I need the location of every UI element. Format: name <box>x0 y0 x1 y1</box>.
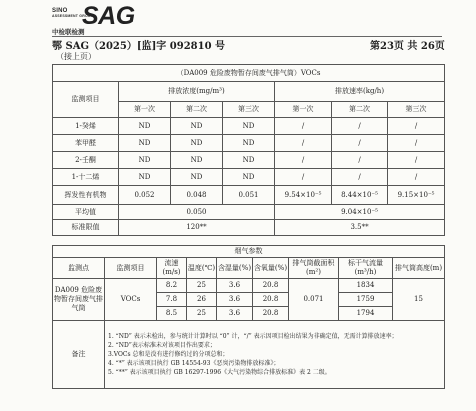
cell: ND <box>119 135 171 152</box>
cell: 1794 <box>339 307 393 321</box>
cell: / <box>275 118 332 135</box>
cell: 8.2 <box>157 279 187 293</box>
cell: / <box>388 152 445 169</box>
table-row <box>53 135 445 152</box>
cell: ND <box>171 169 223 186</box>
cell: / <box>332 118 388 135</box>
subheader: 第一次 <box>275 102 332 118</box>
cell: / <box>388 118 445 135</box>
table-row <box>53 118 445 135</box>
header-rate: 排放速率(kg/h) <box>275 82 445 102</box>
page-number: 第23页 共 26页 <box>370 41 445 52</box>
cell: ND <box>223 135 275 152</box>
header-oxygen: 含氧量(%) <box>253 258 289 279</box>
cell: 8.44×10⁻⁵ <box>332 186 388 205</box>
cell: 25 <box>187 279 217 293</box>
limit-rate: 3.5** <box>275 220 445 236</box>
limit-concentration: 120** <box>119 220 275 236</box>
cell: 9.15×10⁻⁵ <box>388 186 445 205</box>
note-line: 4. “*” 表示该项目执行 GB 14554-93《恶臭污染物排放标准》； <box>108 360 280 367</box>
cell: / <box>388 135 445 152</box>
cell: 8.5 <box>157 307 187 321</box>
cell: / <box>275 152 332 169</box>
cell: 25 <box>187 307 217 321</box>
logo-tagline: SINO ASSESSMENT GROUP <box>52 8 94 18</box>
cell: ND <box>171 152 223 169</box>
subheader: 第三次 <box>223 102 275 118</box>
cell: ND <box>171 118 223 135</box>
header-temp: 温度(℃) <box>187 258 217 279</box>
cell: 20.8 <box>253 279 289 293</box>
notes-label: 备注 <box>53 321 105 389</box>
header-item: 监测项目 <box>53 82 119 118</box>
cell: ND <box>119 169 171 186</box>
average-row <box>53 205 445 220</box>
flue-gas-table <box>52 245 445 321</box>
limit-row <box>53 220 445 236</box>
continued-label: （接上页） <box>56 52 96 61</box>
flue-gas-title: 烟气参数 <box>53 246 445 258</box>
cell: 3.6 <box>217 279 253 293</box>
header-speed: 流速(m/s) <box>157 258 187 279</box>
cell: / <box>275 135 332 152</box>
note-line: 3.VOCs 总和是没有进行修约过的分项总和； <box>108 351 229 358</box>
cell: / <box>332 152 388 169</box>
row-label: 2-壬酮 <box>53 152 119 169</box>
cell: ND <box>119 152 171 169</box>
header-moisture: 含湿量(%) <box>217 258 253 279</box>
cell: / <box>275 169 332 186</box>
stack-height: 15 <box>393 279 445 321</box>
row-label: 挥发性有机物 <box>53 186 119 205</box>
notes-content <box>105 321 445 389</box>
stack-area: 0.071 <box>289 279 339 321</box>
row-label: 苯甲醛 <box>53 135 119 152</box>
document-number: 鄂 SAG（2025）[监]字 092810 号 <box>52 41 226 52</box>
cell: 0.052 <box>119 186 171 205</box>
header-height: 排气筒高度(m) <box>393 258 445 279</box>
row-label: 平均值 <box>53 205 119 220</box>
note-line: 1. “ND” 表示未检出，参与统计计算时以 “0” 计，“/” 表示因项目检出结果为非确定值，无需计算排放速率； <box>108 333 398 340</box>
header-concentration: 排放浓度(mg/m³) <box>119 82 275 102</box>
cell: 1834 <box>339 279 393 293</box>
notes-table <box>52 320 445 389</box>
cell: / <box>388 169 445 186</box>
cell: 0.051 <box>223 186 275 205</box>
table-row <box>53 152 445 169</box>
table-row <box>53 186 445 205</box>
subheader: 第二次 <box>171 102 223 118</box>
monitoring-point: DA009 危险废物暂存间废气排气筒 <box>53 279 105 321</box>
row-label: 1-癸烯 <box>53 118 119 135</box>
sag-logo: SAG <box>82 2 135 30</box>
header-area: 排气筒截面积(m²) <box>289 258 339 279</box>
subheader: 第三次 <box>388 102 445 118</box>
cell: ND <box>119 118 171 135</box>
average-rate: 9.04×10⁻⁵ <box>275 205 445 220</box>
header-item: 监测项目 <box>105 258 157 279</box>
header-flow: 标干气流量(m³/h) <box>339 258 393 279</box>
cell: 3.6 <box>217 293 253 307</box>
cell: 26 <box>187 293 217 307</box>
average-concentration: 0.050 <box>119 205 275 220</box>
note-line: 5. “**” 表示该项目执行 GB 16297-1996《大气污染物综合排放标准》表 2 二级。 <box>108 369 331 376</box>
cell: 0.048 <box>171 186 223 205</box>
cell: 9.54×10⁻⁵ <box>275 186 332 205</box>
voc-emission-table <box>52 64 445 236</box>
row-label: 1-十二烯 <box>53 169 119 186</box>
logo-chinese-name: 中检联检测 <box>52 29 85 36</box>
note-line: 2. “ND”表示标准未对该项目作出要求； <box>108 342 216 349</box>
cell: ND <box>223 118 275 135</box>
cell: ND <box>223 152 275 169</box>
cell: 1759 <box>339 293 393 307</box>
cell: / <box>332 169 388 186</box>
monitoring-item: VOCs <box>105 279 157 321</box>
cell: / <box>332 135 388 152</box>
row-label: 标准限值 <box>53 220 119 236</box>
table-row <box>53 279 445 293</box>
table-title: （DA009 危险废物暂存间废气排气筒）VOCs <box>53 65 445 82</box>
cell: 7.8 <box>157 293 187 307</box>
subheader: 第二次 <box>332 102 388 118</box>
header-point: 监测点 <box>53 258 105 279</box>
cell: 3.6 <box>217 307 253 321</box>
cell: ND <box>171 135 223 152</box>
cell: 20.8 <box>253 307 289 321</box>
cell: ND <box>223 169 275 186</box>
table-row <box>53 169 445 186</box>
subheader: 第一次 <box>119 102 171 118</box>
cell: 20.8 <box>253 293 289 307</box>
